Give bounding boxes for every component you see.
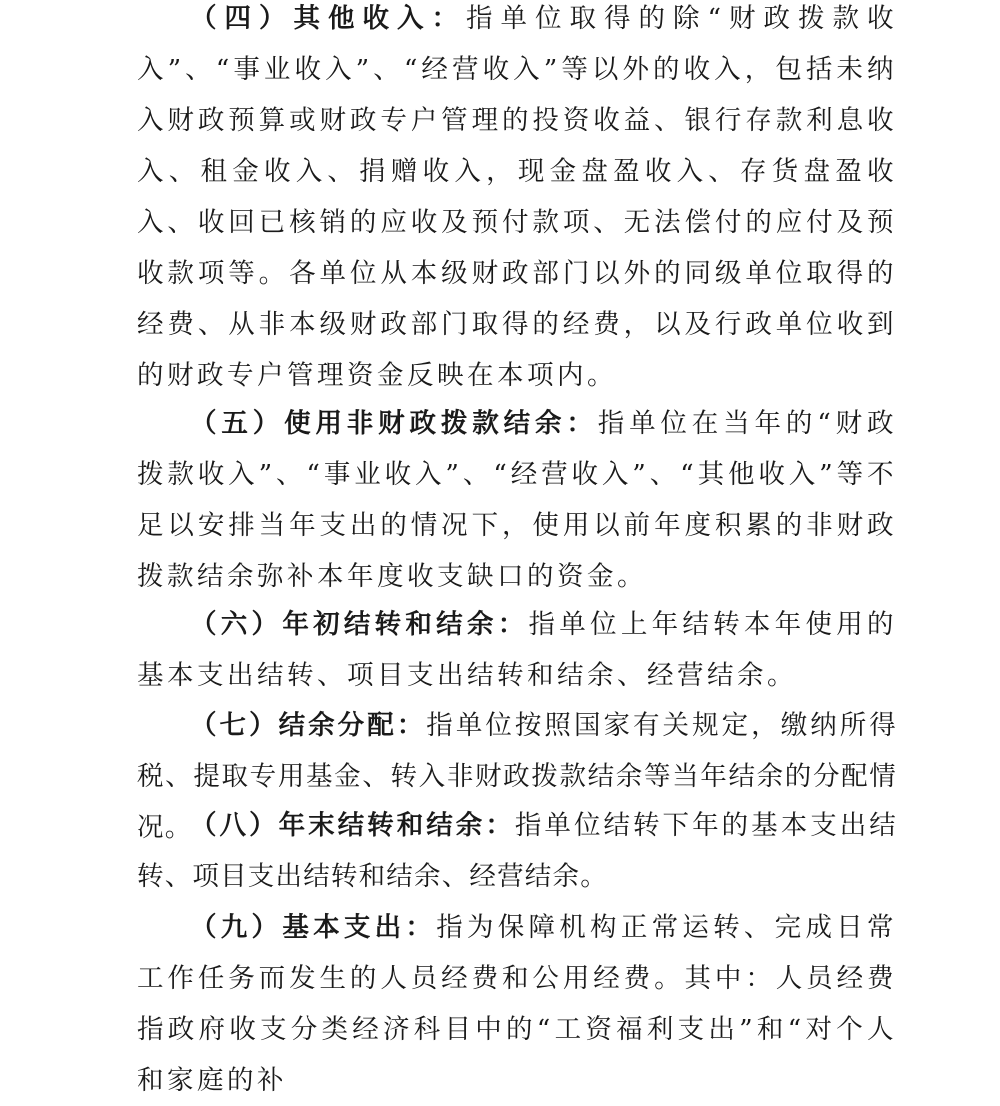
paragraph-heading: （四）其他收入： [190, 3, 466, 34]
paragraph-heading: （七）结余分配： [190, 710, 427, 741]
paragraph-text: 指单位取得的除“财政拨款收入”、“事业收入”、“经营收入”等以外的收入，包括未纳入财政预算或财政专户管理的投资收益、银行存款利息收入、租金收入、捐赠收入，现金盘盈收入、存货盘盈收入、收回已核销的应收及预付款项、无法偿付的应付及预收款项等。各单位从本级财政部门以外的同级单位取得的经费、从非本级财政部门取得的经费，以及行政单位收到的财政专户管理资金反映在本项内。 [137, 3, 897, 391]
paragraph-heading: （六）年初结转和结余： [190, 609, 529, 640]
paragraph-text: 指单位按照国家有关规定，缴纳所得税、提取专用基金、转入非财政拨款结余等当年结余的分配情况。 [137, 710, 897, 843]
paragraph-text: 指单位上年结转本年使用的基本支出结转、项目支出结转和结余、经营结余。 [137, 609, 897, 691]
paragraph-text: 指单位在当年的“财政拨款收入”、“事业收入”、“经营收入”、“其他收入”等不足以安排当年支出的情况下，使用以前年度积累的非财政拨款结余弥补本年度收支缺口的资金。 [137, 408, 897, 592]
paragraph-basic-expenditure [137, 902, 897, 1106]
paragraph-non-fiscal-balance [137, 398, 897, 602]
paragraph-heading: （五）使用非财政拨款结余： [190, 408, 598, 439]
paragraph-opening-carryover [137, 599, 897, 701]
paragraph-heading: （九）基本支出： [190, 912, 437, 943]
paragraph-other-income [137, 0, 897, 401]
paragraph-closing-carryover [137, 800, 897, 902]
paragraph-text: 指单位结转下年的基本支出结转、项目支出结转和结余、经营结余。 [137, 810, 898, 892]
paragraph-text: 指为保障机构正常运转、完成日常工作任务而发生的人员经费和公用经费。其中：人员经费指政府收支分类经济科目中的“工资福利支出”和“对个人和家庭的补 [137, 912, 898, 1096]
paragraph-heading: （八）年末结转和结余： [190, 810, 515, 841]
